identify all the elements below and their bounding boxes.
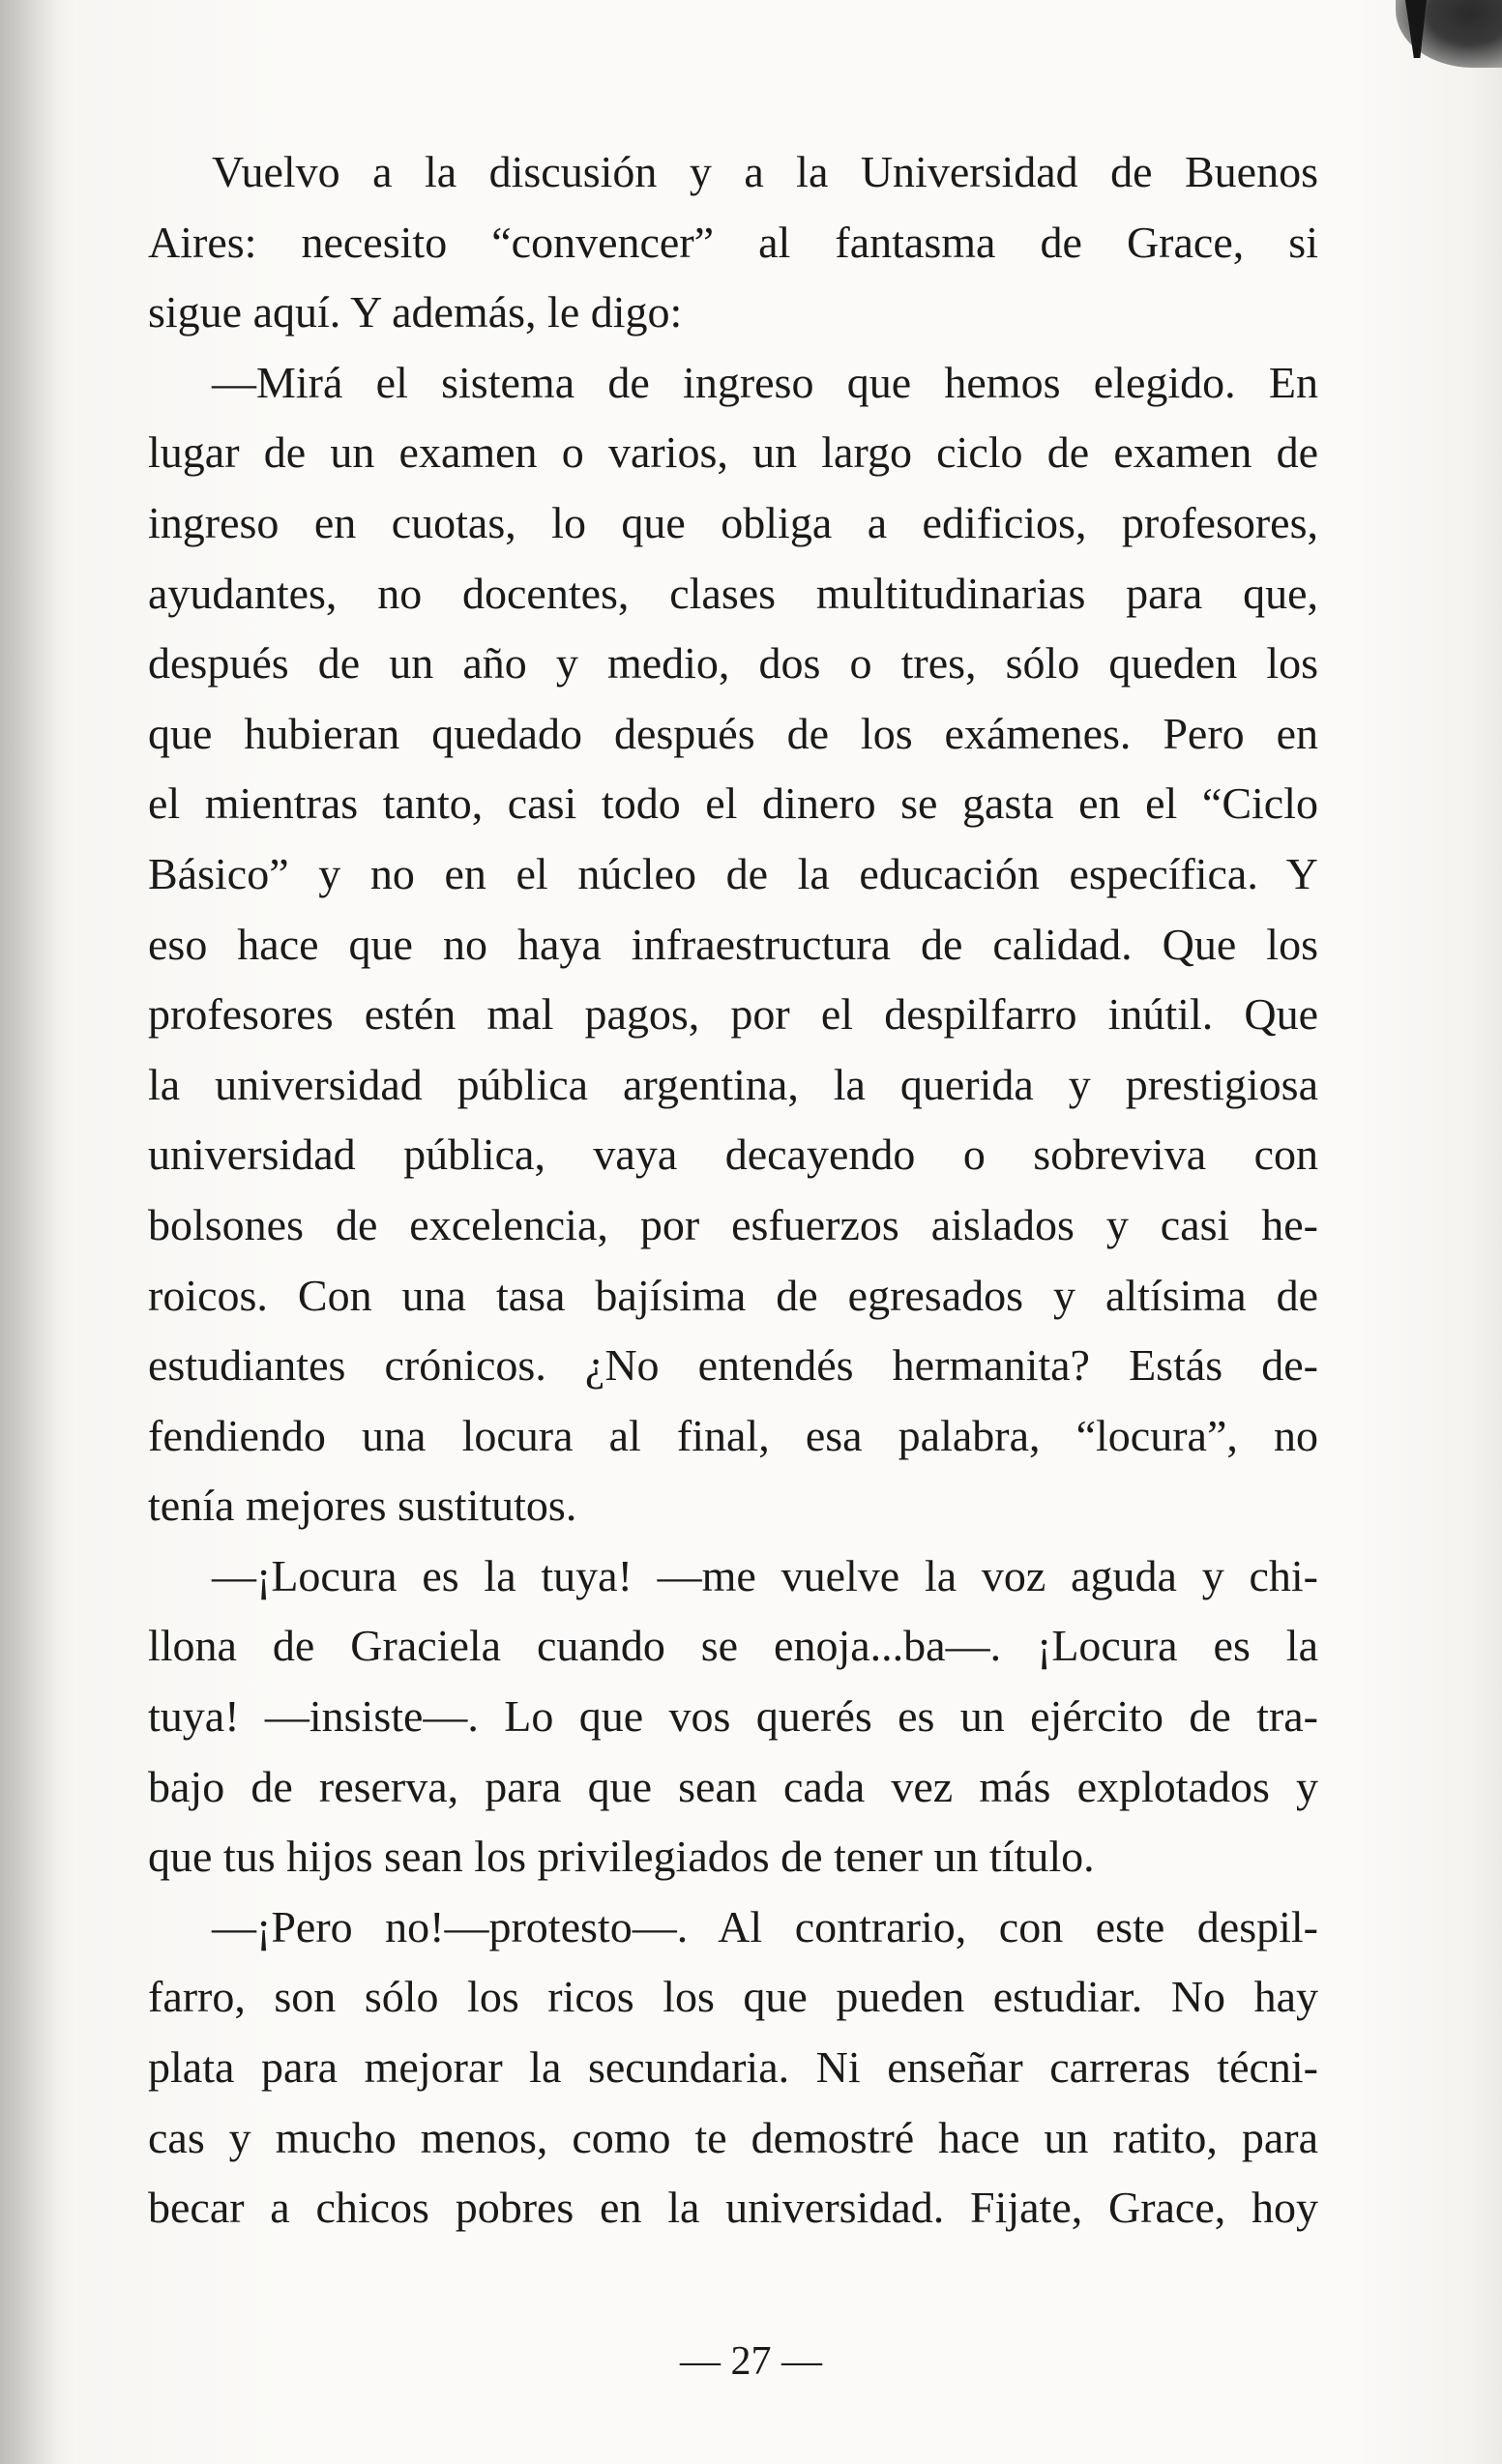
text-line: la universidad pública argentina, la querida y prestigiosa bbox=[148, 1059, 1318, 1109]
text-line: —¡Pero no!—protesto—. Al contrario, con este despil- bbox=[212, 1901, 1318, 1951]
text-line: cas y mucho menos, como te demostré hace un ratito, para bbox=[148, 2112, 1318, 2162]
text-line: lugar de un examen o varios, un largo ciclo de examen de bbox=[148, 427, 1318, 478]
text-line: después de un año y medio, dos o tres, sólo queden los bbox=[148, 638, 1318, 689]
text-line: ingreso en cuotas, lo que obliga a edificios, profesores, bbox=[148, 497, 1318, 547]
text-line: bolsones de excelencia, por esfuerzos aislados y casi he- bbox=[148, 1199, 1318, 1249]
text-line: que tus hijos sean los privilegiados de tener un título. bbox=[148, 1832, 1095, 1882]
body-text bbox=[148, 137, 1318, 2244]
text-line: —Mirá el sistema de ingreso que hemos elegido. En bbox=[212, 357, 1318, 407]
text-line: —¡Locura es la tuya! —me vuelve la voz aguda y chi- bbox=[212, 1550, 1318, 1600]
text-line: llona de Graciela cuando se enoja...ba—. ¡Locura es la bbox=[148, 1621, 1318, 1671]
text-line: fendiendo una locura al final, esa palabra, “locura”, no bbox=[148, 1410, 1318, 1460]
text-line: ayudantes, no docentes, clases multitudinarias para que, bbox=[148, 568, 1318, 618]
text-line: eso hace que no haya infraestructura de calidad. Que los bbox=[148, 919, 1318, 969]
page-gutter-shadow bbox=[0, 0, 58, 2464]
text-line: que hubieran quedado después de los exámenes. Pero en bbox=[148, 708, 1318, 758]
text-line: tenía mejores sustitutos. bbox=[148, 1481, 577, 1531]
text-line: profesores estén mal pagos, por el despilfarro inútil. Que bbox=[148, 989, 1318, 1040]
text-line: tuya! —insiste—. Lo que vos querés es un ejército de tra- bbox=[148, 1691, 1318, 1742]
page-number: — 27 — bbox=[680, 2339, 822, 2384]
text-line: plata para mejorar la secundaria. Ni enseñar carreras técni- bbox=[148, 2042, 1318, 2093]
text-line: roicos. Con una tasa bajísima de egresados y altísima de bbox=[148, 1270, 1318, 1320]
text-line: bajo de reserva, para que sean cada vez más explotados y bbox=[148, 1761, 1318, 1811]
text-line: sigue aquí. Y además, le digo: bbox=[148, 287, 683, 337]
text-line: Aires: necesito “convencer” al fantasma de Grace, si bbox=[148, 217, 1318, 267]
text-line: Vuelvo a la discusión y a la Universidad de Buenos bbox=[212, 147, 1318, 196]
text-line: becar a chicos pobres en la universidad. Fijate, Grace, hoy bbox=[148, 2183, 1318, 2233]
text-line: farro, son sólo los ricos los que pueden estudiar. No hay bbox=[148, 1972, 1318, 2022]
text-line: Básico” y no en el núcleo de la educación específica. Y bbox=[148, 848, 1318, 898]
text-line: universidad pública, vaya decayendo o sobreviva con bbox=[148, 1129, 1318, 1180]
text-line: estudiantes crónicos. ¿No entendés hermanita? Estás de- bbox=[148, 1340, 1318, 1391]
text-line: el mientras tanto, casi todo el dinero se gasta en el “Ciclo bbox=[148, 778, 1318, 829]
